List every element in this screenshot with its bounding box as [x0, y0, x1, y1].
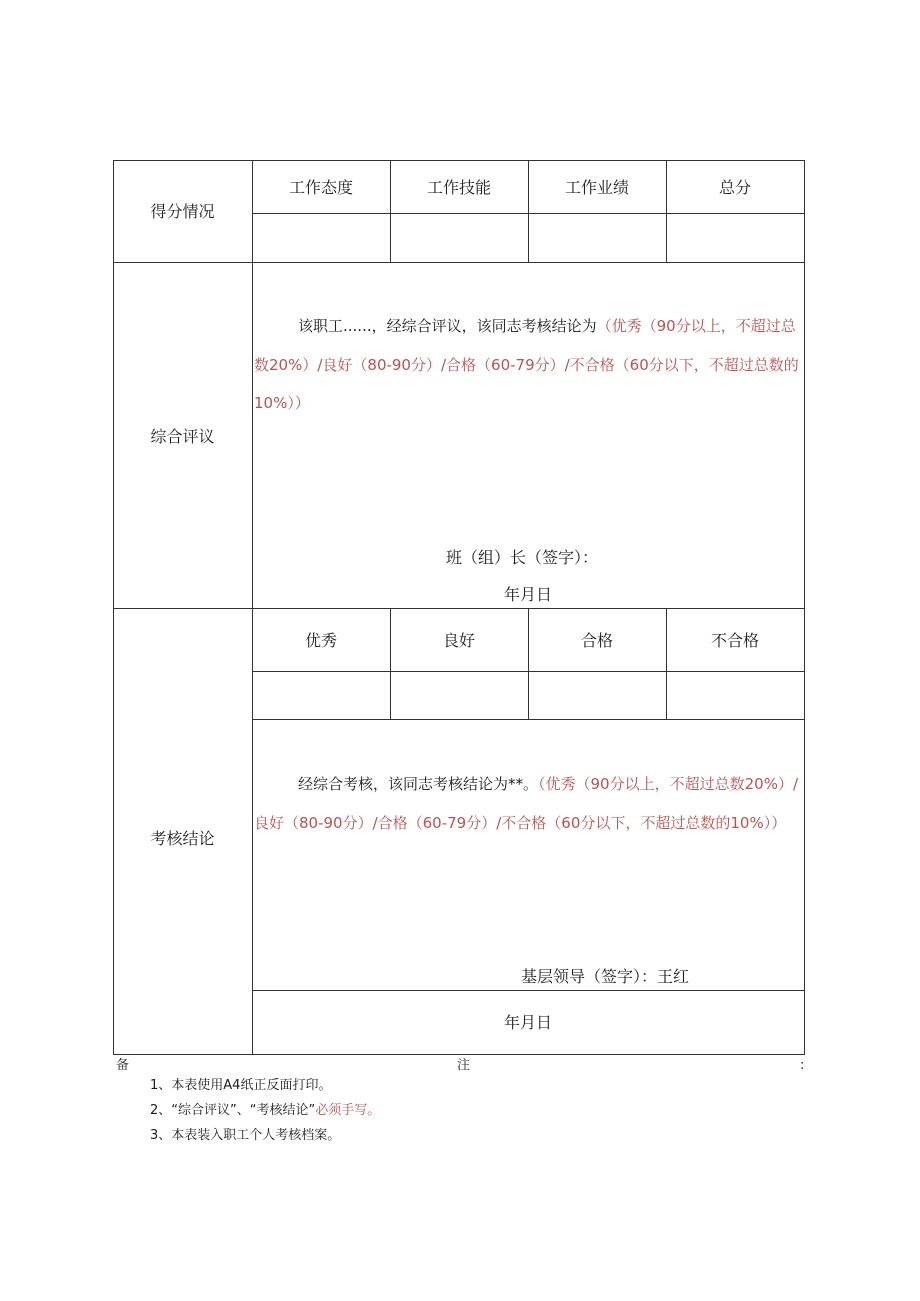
score-header-performance: 工作业绩	[564, 178, 629, 197]
conclusion-signer: 基层领导（签字）：王红	[521, 967, 690, 986]
label-column-divider	[252, 160, 253, 1055]
remark-3-text: 本表装入职工个人考核档案。	[171, 1128, 341, 1143]
conclusion-text-main: 经综合考核，该同志考核结论为**。	[298, 775, 539, 793]
comment-label: 综合评议	[150, 427, 215, 446]
grade-header-pass: 合格	[580, 631, 613, 650]
remarks-label-right: :	[800, 1058, 805, 1073]
score-cell-performance[interactable]	[529, 214, 666, 262]
table-border-bottom	[113, 1054, 805, 1055]
grade-row-bottom	[252, 719, 805, 720]
remark-item-2	[150, 1102, 380, 1120]
score-header-attitude: 工作态度	[288, 178, 353, 197]
remark-item-3	[150, 1127, 340, 1145]
comment-text-main: 该职工......，经综合评议，该同志考核结论为	[298, 317, 597, 335]
comment-text	[254, 307, 804, 423]
comment-section-bottom	[113, 608, 805, 609]
score-label: 得分情况	[150, 202, 215, 221]
conclusion-label: 考核结论	[150, 829, 215, 848]
remark-1-text: 本表使用A4纸正反面打印。	[171, 1078, 332, 1093]
score-cell-attitude[interactable]	[253, 214, 390, 262]
score-cell-total[interactable]	[667, 214, 804, 262]
conclusion-text	[254, 765, 804, 842]
grade-cell-excellent[interactable]	[253, 672, 390, 719]
remarks-label-left: 备	[116, 1058, 130, 1073]
remark-2-prefix: 2、	[150, 1103, 172, 1118]
score-header-skill: 工作技能	[426, 178, 491, 197]
score-section-bottom	[113, 262, 805, 263]
remark-2-emphasis: 必须手写。	[315, 1103, 381, 1118]
comment-date: 年月日	[504, 585, 553, 604]
conclusion-date: 年月日	[504, 1013, 553, 1032]
table-border-top	[113, 160, 805, 161]
grade-header-fail: 不合格	[710, 631, 759, 650]
comment-grade-options: （优秀（90分以上，不超过总数20%）/良好（80-90分）/合格（60-79分）/不合格（60分以下，不超过总数的10%））	[254, 317, 799, 412]
grade-cell-pass[interactable]	[529, 672, 666, 719]
grade-header-good: 良好	[442, 631, 475, 650]
grade-cell-fail[interactable]	[667, 672, 804, 719]
remark-2-text: “综合评议”、“考核结论”	[171, 1103, 316, 1118]
score-header-total: 总分	[718, 178, 751, 197]
grade-cell-good[interactable]	[391, 672, 528, 719]
table-border-right	[804, 160, 805, 1055]
remark-3-prefix: 3、	[150, 1128, 172, 1143]
remark-1-prefix: 1、	[150, 1078, 172, 1093]
conclusion-grade-options: （优秀（90分以上，不超过总数20%）/良好（80-90分）/合格（60-79分）/不合格（60分以下，不超过总数的10%））	[254, 775, 798, 832]
remarks-label-mid: 注	[457, 1058, 471, 1073]
table-border-left	[113, 160, 114, 1055]
grade-header-excellent: 优秀	[304, 631, 337, 650]
comment-signer: 班（组）长（签字）：	[446, 548, 599, 567]
conclusion-date-divider	[252, 990, 805, 991]
score-cell-skill[interactable]	[391, 214, 528, 262]
remark-item-1	[150, 1077, 331, 1095]
